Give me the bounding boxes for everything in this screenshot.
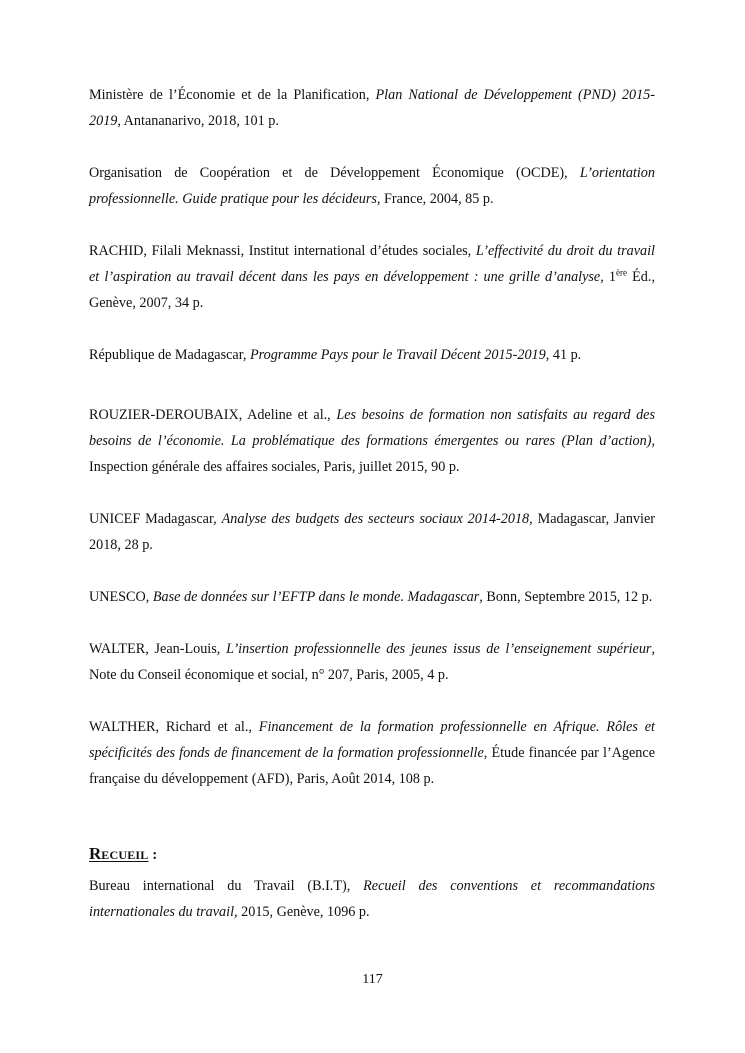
entry-author: WALTHER, Richard et al., xyxy=(89,719,259,735)
entry-author: République de Madagascar, xyxy=(89,347,250,363)
entry-title: Recueil des conventions et recommandations internationales du travail xyxy=(89,878,656,920)
entry-author: Organisation de Coopération et de Développement Économique (OCDE), xyxy=(89,165,580,181)
entry-author: Ministère de l’Économie et de la Planification, xyxy=(89,87,376,103)
entry-author: RACHID, Filali Meknassi, Institut international d’études sociales, xyxy=(89,243,476,259)
bibliography-entry-ocde xyxy=(89,160,655,212)
bibliography-entry-republique xyxy=(89,342,655,368)
bibliography-entry-unicef xyxy=(89,506,655,558)
entry-author: UNICEF Madagascar, xyxy=(89,511,222,527)
entry-title: L’effectivité du droit du travail et l’aspiration au travail décent dans les pays en développement : une grille d’analyse xyxy=(89,243,655,285)
heading-suffix: : xyxy=(148,847,158,863)
page-number: 117 xyxy=(362,972,383,987)
section-heading-text xyxy=(89,844,149,863)
entry-details: , 1 xyxy=(600,269,616,285)
entry-details: , 2015, Genève, 1096 p. xyxy=(234,904,370,920)
heading-initial: R xyxy=(89,844,102,863)
recueil-entry-bit xyxy=(89,873,655,925)
entry-author: ROUZIER-DEROUBAIX, Adeline et al., xyxy=(89,407,337,423)
entry-details: , Bonn, Septembre 2015, 12 p. xyxy=(479,589,653,605)
entry-title: Base de données sur l’EFTP dans le monde. Madagascar xyxy=(152,589,480,605)
bibliography-entry-walter xyxy=(89,636,655,688)
entry-title: Les besoins de formation non satisfaits au regard des besoins de l’économie. La problématique des formations émergentes ou rares (Plan d’action) xyxy=(89,407,655,449)
entry-details: , Inspection générale des affaires sociales, Paris, juillet 2015, 90 p. xyxy=(89,433,655,475)
bibliography-entry-rachid xyxy=(89,238,655,316)
bibliography-content xyxy=(89,82,655,925)
bibliography-entry-rouzier xyxy=(89,402,655,480)
entry-details: , Étude financée par l’Agence française du développement (AFD), Paris, Août 2014, 108 p. xyxy=(89,745,655,787)
edition-superscript: ère xyxy=(616,267,627,278)
entry-title: L’insertion professionnelle des jeunes issus de l’enseignement supérieur xyxy=(226,641,652,657)
entry-author: UNESCO, xyxy=(89,589,153,605)
bibliography-entry-walther xyxy=(89,714,655,792)
entry-title: L’orientation professionnelle. Guide pratique pour les décideurs xyxy=(89,165,655,207)
heading-rest: ECUEIL xyxy=(101,848,149,862)
entry-details-end: Éd., Genève, 2007, 34 p. xyxy=(89,269,655,311)
entry-title: Programme Pays pour le Travail Décent 2015-2019 xyxy=(249,347,546,363)
entry-author: Bureau international du Travail (B.I.T), xyxy=(89,878,364,894)
entry-details: , Madagascar, Janvier 2018, 28 p. xyxy=(89,511,655,553)
bibliography-entry-ministere xyxy=(89,82,655,134)
bibliography-entry-unesco xyxy=(89,584,655,610)
entry-title: Plan National de Développement (PND) 2015-2019 xyxy=(89,87,655,129)
entry-title: Analyse des budgets des secteurs sociaux 2014-2018 xyxy=(221,511,530,527)
entry-details: , France, 2004, 85 p. xyxy=(376,191,494,207)
entry-details: , Note du Conseil économique et social, n° 207, Paris, 2005, 4 p. xyxy=(89,641,655,683)
entry-title: Financement de la formation professionnelle en Afrique. Rôles et spécificités des fonds de financement de la formation professionnelle xyxy=(89,719,655,761)
section-heading-recueil xyxy=(89,842,655,867)
entry-author: WALTER, Jean-Louis, xyxy=(89,641,227,657)
entry-details: , 41 p. xyxy=(545,347,582,363)
entry-details: , Antananarivo, 2018, 101 p. xyxy=(117,113,279,129)
